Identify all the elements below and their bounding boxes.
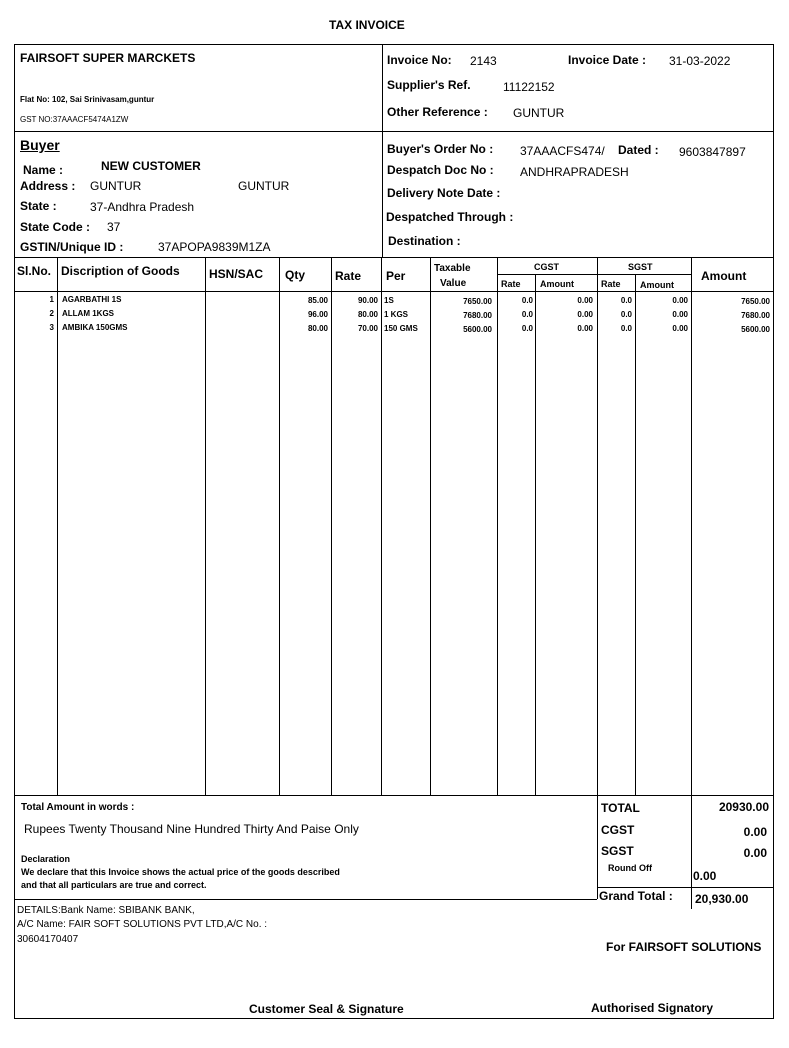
- cell-qty: 80.00: [307, 324, 328, 333]
- invoice-date-label: Invoice Date :: [568, 53, 647, 67]
- divider: [381, 257, 382, 795]
- amount-in-words: Rupees Twenty Thousand Nine Hundred Thirty And Paise Only: [24, 822, 359, 836]
- cell-sgst-rate: 0.0: [620, 324, 632, 333]
- despatch-doc-label: Despatch Doc No :: [387, 163, 494, 177]
- roundoff-label: Round Off: [608, 863, 652, 873]
- other-ref-label: Other Reference :: [387, 105, 488, 119]
- col-hsn: HSN/SAC: [209, 267, 264, 281]
- bank-details-line1: DETAILS:Bank Name: SBIBANK BANK,: [17, 905, 195, 916]
- divider: [635, 274, 636, 795]
- cgst-label: CGST: [601, 823, 635, 837]
- despatched-through-label: Despatched Through :: [386, 210, 514, 224]
- invoice-no: 2143: [470, 54, 497, 68]
- buyer-state-label: State :: [20, 199, 57, 213]
- roundoff-value: 0.00: [693, 869, 717, 883]
- divider: [430, 257, 431, 795]
- declaration-line2: and that all particulars are true and correct.: [21, 880, 207, 890]
- for-company: For FAIRSOFT SOLUTIONS: [606, 940, 762, 954]
- col-slno: Sl.No.: [17, 264, 52, 278]
- cell-cgst-amt: 0.00: [577, 296, 593, 305]
- cell-taxable: 5600.00: [463, 325, 492, 334]
- cell-per: 1 KGS: [384, 310, 409, 319]
- col-sgst-rate: Rate: [601, 279, 621, 289]
- cell-sgst-amt: 0.00: [672, 310, 688, 319]
- sgst-label: SGST: [601, 844, 634, 858]
- grand-total-value: 20,930.00: [695, 892, 749, 906]
- other-ref: GUNTUR: [513, 106, 565, 120]
- cell-per: 1S: [384, 296, 394, 305]
- cell-sl: 3: [49, 323, 54, 332]
- buyer-name-label: Name :: [23, 163, 64, 177]
- col-amount: Amount: [701, 269, 747, 283]
- buyer-gstin-label: GSTIN/Unique ID :: [20, 240, 124, 254]
- col-per: Per: [386, 269, 406, 283]
- buyer-state: 37-Andhra Pradesh: [90, 200, 195, 214]
- invoice-no-label: Invoice No:: [387, 53, 452, 67]
- bank-details-line3: 30604170407: [17, 934, 79, 945]
- cell-rate: 70.00: [357, 324, 378, 333]
- buyer-gstin: 37APOPA9839M1ZA: [158, 240, 271, 254]
- cell-cgst-amt: 0.00: [577, 324, 593, 333]
- declaration-label: Declaration: [21, 854, 71, 864]
- cell-desc: AGARBATHI 1S: [62, 295, 122, 304]
- divider: [497, 274, 691, 275]
- buyer-address2: GUNTUR: [238, 179, 290, 193]
- divider: [691, 887, 692, 909]
- cell-desc: AMBIKA 150GMS: [62, 323, 128, 332]
- buyer-state-code: 37: [107, 220, 121, 234]
- divider: [14, 131, 774, 132]
- seller-address: Flat No: 102, Sai Srinivasam,guntur: [20, 95, 155, 104]
- col-cgst-rate: Rate: [501, 279, 521, 289]
- cgst-value: 0.00: [743, 825, 767, 839]
- invoice-date: 31-03-2022: [669, 54, 731, 68]
- divider: [14, 795, 774, 796]
- bank-details-line2: A/C Name: FAIR SOFT SOLUTIONS PVT LTD,A/C No. :: [17, 919, 268, 930]
- divider: [382, 44, 383, 257]
- total-label: TOTAL: [601, 801, 640, 815]
- divider: [497, 257, 498, 795]
- supplier-ref: 11122152: [503, 80, 555, 94]
- divider: [331, 257, 332, 795]
- cell-cgst-rate: 0.0: [521, 324, 533, 333]
- col-cgst-amount: Amount: [540, 279, 574, 289]
- buyers-order: 37AAACFS474/: [520, 144, 605, 158]
- divider: [279, 257, 280, 795]
- cell-cgst-rate: 0.0: [521, 310, 533, 319]
- seller-gst: GST NO:37AAACF5474A1ZW: [20, 115, 129, 124]
- cell-sl: 2: [49, 309, 54, 318]
- declaration-line1: We declare that this Invoice shows the actual price of the goods described: [21, 867, 340, 877]
- divider: [14, 899, 597, 900]
- cell-taxable: 7650.00: [463, 297, 492, 306]
- divider: [597, 887, 774, 888]
- col-taxable-value: Value: [440, 278, 467, 289]
- col-qty: Qty: [285, 268, 306, 282]
- page-title: TAX INVOICE: [329, 18, 405, 32]
- total-value: 20930.00: [718, 800, 769, 814]
- divider: [597, 257, 598, 899]
- cell-sl: 1: [49, 295, 54, 304]
- grand-total-label: Grand Total :: [599, 889, 673, 903]
- cell-cgst-rate: 0.0: [521, 296, 533, 305]
- col-sgst: SGST: [628, 262, 653, 272]
- divider: [691, 257, 692, 887]
- buyers-order-label: Buyer's Order No :: [387, 142, 494, 156]
- cell-per: 150 GMS: [384, 324, 418, 333]
- col-sgst-amount: Amount: [640, 280, 674, 290]
- seller-name: FAIRSOFT SUPER MARCKETS: [20, 51, 196, 65]
- buyer-name: NEW CUSTOMER: [101, 159, 201, 173]
- cell-sgst-rate: 0.0: [620, 296, 632, 305]
- cell-taxable: 7680.00: [463, 311, 492, 320]
- words-label: Total Amount in words :: [21, 802, 135, 813]
- despatch-doc: ANDHRAPRADESH: [520, 165, 629, 179]
- cell-amount: 5600.00: [741, 325, 770, 334]
- divider: [14, 291, 774, 292]
- cell-sgst-amt: 0.00: [672, 324, 688, 333]
- cell-sgst-amt: 0.00: [672, 296, 688, 305]
- customer-signature: Customer Seal & Signature: [249, 1002, 404, 1016]
- buyer-address1: GUNTUR: [90, 179, 142, 193]
- buyer-heading: Buyer: [20, 137, 60, 153]
- cell-desc: ALLAM 1KGS: [62, 309, 114, 318]
- divider: [535, 274, 536, 795]
- cell-qty: 96.00: [307, 310, 328, 319]
- cell-qty: 85.00: [307, 296, 328, 305]
- divider: [14, 257, 774, 258]
- cell-rate: 90.00: [357, 296, 378, 305]
- supplier-ref-label: Supplier's Ref.: [387, 78, 471, 92]
- col-rate: Rate: [335, 269, 362, 283]
- divider: [57, 257, 58, 795]
- sgst-value: 0.00: [743, 846, 767, 860]
- buyer-state-code-label: State Code :: [20, 220, 91, 234]
- cell-amount: 7680.00: [741, 311, 770, 320]
- buyer-address-label: Address :: [20, 179, 76, 193]
- divider: [205, 257, 206, 795]
- col-taxable: Taxable: [434, 263, 471, 274]
- col-desc: Discription of Goods: [61, 264, 180, 278]
- col-cgst: CGST: [534, 262, 560, 272]
- authorised-signatory: Authorised Signatory: [591, 1001, 714, 1015]
- cell-amount: 7650.00: [741, 297, 770, 306]
- destination-label: Destination :: [388, 234, 461, 248]
- cell-rate: 80.00: [357, 310, 378, 319]
- delivery-note-label: Delivery Note Date :: [387, 186, 501, 200]
- cell-sgst-rate: 0.0: [620, 310, 632, 319]
- dated-label: Dated :: [618, 143, 659, 157]
- cell-cgst-amt: 0.00: [577, 310, 593, 319]
- dated: 9603847897: [679, 145, 746, 159]
